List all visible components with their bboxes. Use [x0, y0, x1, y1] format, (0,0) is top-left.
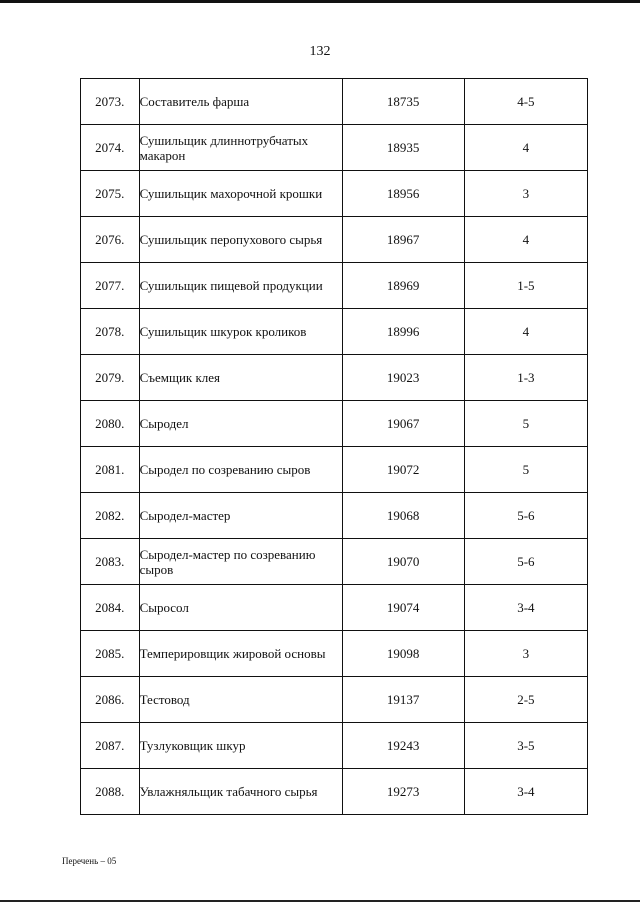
profession-name-cell: Сушильщик махорочной крошки — [139, 171, 342, 217]
row-number-cell: 2075. — [81, 171, 140, 217]
profession-name-cell: Тестовод — [139, 677, 342, 723]
profession-code-cell: 18996 — [342, 309, 464, 355]
profession-name-cell: Увлажняльщик табачного сырья — [139, 769, 342, 815]
profession-code-cell: 19074 — [342, 585, 464, 631]
profession-code-cell: 19072 — [342, 447, 464, 493]
profession-name-cell: Сыродел по созреванию сыров — [139, 447, 342, 493]
table-row — [81, 447, 588, 493]
profession-code-cell: 19137 — [342, 677, 464, 723]
row-number-cell: 2079. — [81, 355, 140, 401]
grade-range-cell: 3-4 — [464, 585, 587, 631]
row-number-cell: 2074. — [81, 125, 140, 171]
profession-code-cell: 19070 — [342, 539, 464, 585]
profession-code-cell: 18735 — [342, 79, 464, 125]
profession-table — [80, 78, 588, 815]
profession-name-cell: Сыродел-мастер по созреванию сыров — [139, 539, 342, 585]
table-row — [81, 631, 588, 677]
table-row — [81, 677, 588, 723]
grade-range-cell: 3 — [464, 631, 587, 677]
profession-name-cell: Сушильщик шкурок кроликов — [139, 309, 342, 355]
row-number-cell: 2088. — [81, 769, 140, 815]
grade-range-cell: 1-3 — [464, 355, 587, 401]
row-number-cell: 2084. — [81, 585, 140, 631]
profession-name-cell: Сушильщик пищевой продукции — [139, 263, 342, 309]
row-number-cell: 2086. — [81, 677, 140, 723]
profession-code-cell: 18969 — [342, 263, 464, 309]
profession-code-cell: 18967 — [342, 217, 464, 263]
row-number-cell: 2082. — [81, 493, 140, 539]
profession-name-cell: Темперировщик жировой основы — [139, 631, 342, 677]
profession-code-cell: 19023 — [342, 355, 464, 401]
row-number-cell: 2085. — [81, 631, 140, 677]
row-number-cell: 2078. — [81, 309, 140, 355]
profession-code-cell: 19067 — [342, 401, 464, 447]
table-row — [81, 217, 588, 263]
page-number: 132 — [309, 44, 331, 59]
profession-code-cell: 18935 — [342, 125, 464, 171]
profession-code-cell: 19098 — [342, 631, 464, 677]
page-top-edge — [0, 0, 640, 3]
profession-code-cell: 18956 — [342, 171, 464, 217]
profession-name-cell: Тузлуковщик шкур — [139, 723, 342, 769]
row-number-cell: 2076. — [81, 217, 140, 263]
row-number-cell: 2083. — [81, 539, 140, 585]
grade-range-cell: 3-5 — [464, 723, 587, 769]
grade-range-cell: 5-6 — [464, 539, 587, 585]
profession-name-cell: Составитель фарша — [139, 79, 342, 125]
grade-range-cell: 4 — [464, 217, 587, 263]
grade-range-cell: 5-6 — [464, 493, 587, 539]
table-row — [81, 263, 588, 309]
grade-range-cell: 3-4 — [464, 769, 587, 815]
row-number-cell: 2077. — [81, 263, 140, 309]
row-number-cell: 2087. — [81, 723, 140, 769]
profession-name-cell: Сыродел-мастер — [139, 493, 342, 539]
profession-name-cell: Сушильщик длиннотрубчатых макарон — [139, 125, 342, 171]
page-bottom-edge — [0, 900, 640, 902]
grade-range-cell: 3 — [464, 171, 587, 217]
grade-range-cell: 2-5 — [464, 677, 587, 723]
table-row — [81, 79, 588, 125]
profession-name-cell: Съемщик клея — [139, 355, 342, 401]
profession-name-cell: Сыросол — [139, 585, 342, 631]
grade-range-cell: 5 — [464, 401, 587, 447]
row-number-cell: 2081. — [81, 447, 140, 493]
table-row — [81, 171, 588, 217]
row-number-cell: 2073. — [81, 79, 140, 125]
profession-code-cell: 19243 — [342, 723, 464, 769]
table-row — [81, 355, 588, 401]
table-row — [81, 723, 588, 769]
grade-range-cell: 1-5 — [464, 263, 587, 309]
profession-name-cell: Сыродел — [139, 401, 342, 447]
profession-name-cell: Сушильщик перопухового сырья — [139, 217, 342, 263]
profession-code-cell: 19068 — [342, 493, 464, 539]
footer-note: Перечень – 05 — [62, 856, 117, 866]
grade-range-cell: 5 — [464, 447, 587, 493]
row-number-cell: 2080. — [81, 401, 140, 447]
grade-range-cell: 4 — [464, 309, 587, 355]
grade-range-cell: 4-5 — [464, 79, 587, 125]
table-row — [81, 493, 588, 539]
table-row — [81, 125, 588, 171]
grade-range-cell: 4 — [464, 125, 587, 171]
table-row — [81, 769, 588, 815]
table-row — [81, 585, 588, 631]
table-row — [81, 401, 588, 447]
table-body — [81, 79, 588, 815]
table-row — [81, 539, 588, 585]
profession-code-cell: 19273 — [342, 769, 464, 815]
table-row — [81, 309, 588, 355]
